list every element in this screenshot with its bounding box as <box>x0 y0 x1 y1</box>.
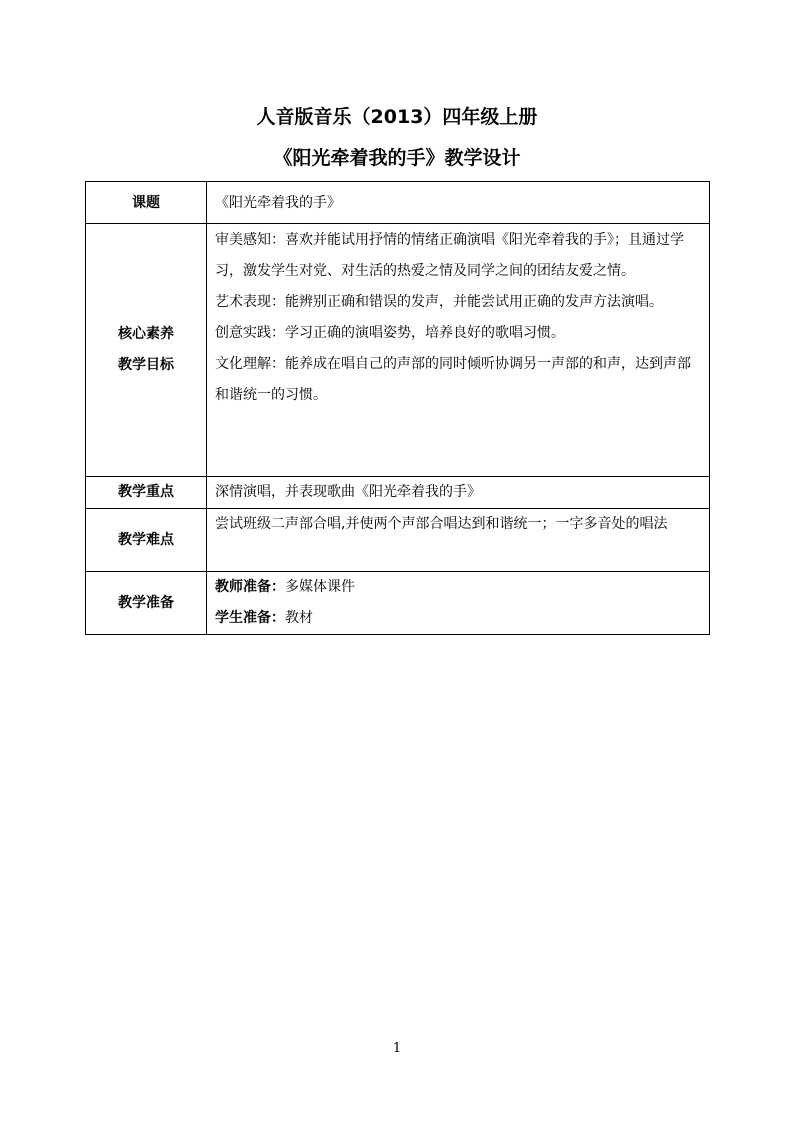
preparation-label: 教学准备 <box>86 572 207 635</box>
document-subtitle: 《阳光牵着我的手》教学设计 <box>273 147 521 169</box>
topic-value: 《阳光牵着我的手》 <box>207 182 710 224</box>
teacher-preparation-label: 教师准备： <box>215 579 285 595</box>
goals-label-line1: 核心素养 <box>118 326 174 342</box>
student-preparation <box>215 603 703 634</box>
goal-expression: 艺术表现：能辨别正确和错误的发声，并能尝试用正确的发声方法演唱。 <box>215 294 663 310</box>
lesson-plan-table <box>85 181 710 635</box>
table-row-difficulty <box>86 509 710 572</box>
key-point-label: 教学重点 <box>86 477 207 509</box>
student-preparation-label: 学生准备： <box>215 610 285 626</box>
table-row-key-point <box>86 477 710 509</box>
student-preparation-value: 教材 <box>285 610 313 626</box>
difficulty-value: 尝试班级二声部合唱,并使两个声部合唱达到和谐统一；一字多音处的唱法 <box>207 509 710 572</box>
preparation-content <box>207 572 710 635</box>
goal-aesthetic: 审美感知：喜欢并能试用抒情的情绪正确演唱《阳光牵着我的手》；且通过学习，激发学生对党、对生活的热爱之情及同学之间的团结友爱之情。 <box>215 232 684 279</box>
goal-practice: 创意实践：学习正确的演唱姿势，培养良好的歌唱习惯。 <box>215 325 565 341</box>
document-title: 人音版音乐（2013）四年级上册 <box>256 106 538 128</box>
difficulty-label: 教学难点 <box>86 509 207 572</box>
table-row-topic <box>86 182 710 224</box>
table-row-preparation <box>86 572 710 635</box>
goals-label-line2: 教学目标 <box>118 357 174 373</box>
teacher-preparation-value: 多媒体课件 <box>285 579 355 595</box>
key-point-value: 深情演唱，并表现歌曲《阳光牵着我的手》 <box>207 477 710 509</box>
goal-culture: 文化理解：能养成在唱自己的声部的同时倾听协调另一声部的和声，达到声部和谐统一的习惯。 <box>215 356 691 403</box>
topic-label: 课题 <box>86 182 207 224</box>
teacher-preparation <box>215 572 703 603</box>
goals-label <box>86 224 207 477</box>
table-row-goals <box>86 224 710 477</box>
goals-content <box>207 224 710 477</box>
page-number: 1 <box>392 1041 402 1056</box>
